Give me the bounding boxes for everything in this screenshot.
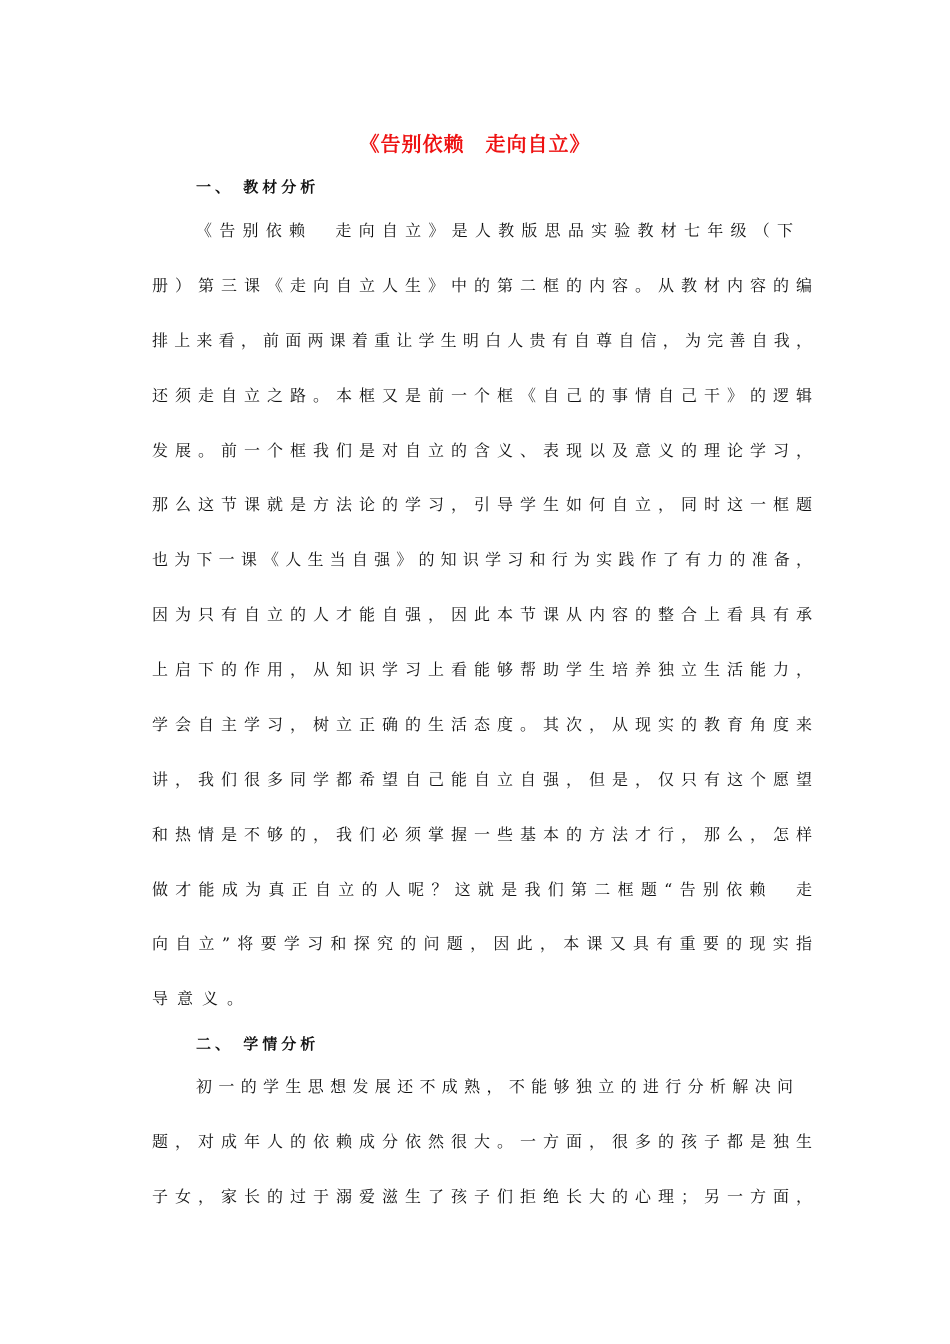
paragraph-line: 还须走自立之路。本框又是前一个框《自己的事情自己干》的逻辑 xyxy=(152,386,812,405)
paragraph-line: 和热情是不够的，我们必须掌握一些基本的方法才行，那么，怎样 xyxy=(152,825,812,844)
paragraph-line: 向自立”将要学习和探究的问题，因此，本课又具有重要的现实指 xyxy=(152,934,812,953)
paragraph-line: 发展。前一个框我们是对自立的含义、表现以及意义的理论学习， xyxy=(152,441,812,460)
paragraph-line: 册）第三课《走向自立人生》中的第二框的内容。从教材内容的编 xyxy=(152,276,812,295)
paragraph-line: 排上来看，前面两课着重让学生明白人贵有自尊自信，为完善自我， xyxy=(152,331,812,350)
paragraph-line: 那么这节课就是方法论的学习，引导学生如何自立，同时这一框题 xyxy=(152,495,812,514)
paragraph-line: 做才能成为真正自立的人呢？这就是我们第二框题“告别依赖 走 xyxy=(152,880,812,899)
paragraph-line: 上启下的作用，从知识学习上看能够帮助学生培养独立生活能力， xyxy=(152,660,812,679)
paragraph-line: 讲，我们很多同学都希望自己能自立自强，但是，仅只有这个愿望 xyxy=(152,770,812,789)
paragraph-line: 导意义。 xyxy=(152,989,253,1008)
paragraph-line: 因为只有自立的人才能自强，因此本节课从内容的整合上看具有承 xyxy=(152,605,812,624)
paragraph-line: 子女，家长的过于溺爱滋生了孩子们拒绝长大的心理；另一方面， xyxy=(152,1187,812,1206)
paragraph-line: 学会自主学习，树立正确的生活态度。其次，从现实的教育角度来 xyxy=(152,715,812,734)
document-title: 《告别依赖 走向自立》 xyxy=(359,132,591,156)
paragraph-line: 题，对成年人的依赖成分依然很大。一方面，很多的孩子都是独生 xyxy=(152,1132,812,1151)
paragraph-line: 也为下一课《人生当自强》的知识学习和行为实践作了有力的准备， xyxy=(152,550,812,569)
paragraph-line: 初一的学生思想发展还不成熟，不能够独立的进行分析解决问 xyxy=(196,1077,793,1096)
section-heading-textbook-analysis: 一、 教材分析 xyxy=(196,178,320,196)
paragraph-line: 《告别依赖 走向自立》是人教版思品实验教材七年级（下 xyxy=(196,221,793,240)
section-heading-student-analysis: 二、 学情分析 xyxy=(196,1035,320,1053)
